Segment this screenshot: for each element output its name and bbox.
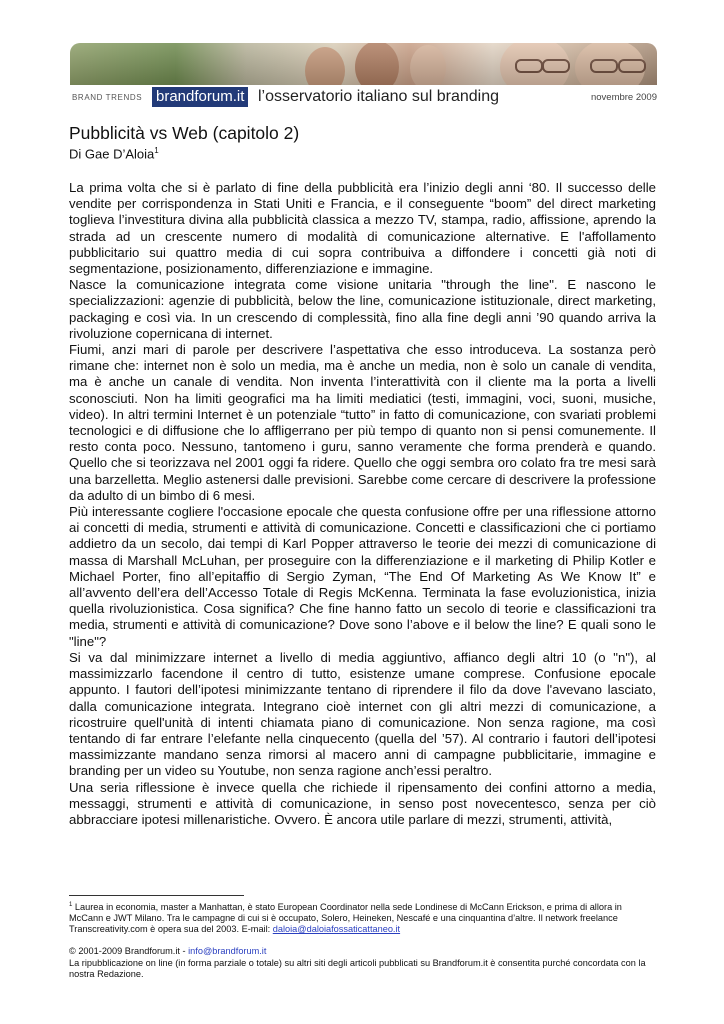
page-footer — [69, 946, 656, 981]
footnote-number: 1 — [69, 902, 73, 908]
paragraph: Si va dal minimizzare internet a livello di media aggiuntivo, affianco degli altri 10 (o "n"), al massimizzarlo facendone il centro di tutto, esistenze umane comprese. Confusione epocale appunto. I fautori dell’ipotesi minimizzante tentano di riprendere il filo da dove l'avevano lasciato, dalla comunicazione integrata. Integrano cioè internet con gli altri mezzi di comunicazione, a ricostruire quell'unità di intenti chiamata piano di comunicazione. Non senza ragione, ma così tentando di far entrare l’elefante nella cinquecento (quella del ’57). Al contrario i fautori dell’ipotesi massimizzante mandano senza rimorsi al macero anni di campagne pubblicitarie, immagine e branding per un video su Youtube, non senza ragione anch’essi peraltro. — [69, 649, 656, 779]
footnote-text: Laurea in economia, master a Manhattan, è stato European Coordinator nella sede Londinese di McCann Erickson, e prima di allora in McCann e JWT Milano. Tra le campagne di cui si è occupato, Solero, Heineken, Nescafé e una cinquantina d’altre. Il network freelance Transcreativity.com è opera sua del 2003. E-mail: — [69, 902, 622, 935]
tagline: l’osservatorio italiano sul branding — [258, 88, 500, 105]
brand-logo[interactable]: brandforum.it — [152, 87, 248, 107]
republication-notice: La ripubblicazione on line (in forma parziale o totale) su altri siti degli articoli pubblicati su Brandforum.it è consentita purché concordata con la nostra Redazione. — [69, 957, 646, 979]
issue-date: novembre 2009 — [590, 92, 657, 103]
article-author — [69, 146, 159, 161]
article-body — [69, 180, 656, 828]
author-name: Di Gae D’Aloia — [69, 146, 155, 162]
copyright-text: © 2001-2009 Brandforum.it - — [69, 946, 189, 956]
footnote — [69, 900, 656, 936]
footnote-email-link[interactable]: daloia@daloiafossaticattaneo.it — [272, 924, 401, 935]
banner-shade — [70, 43, 657, 85]
footnote-divider — [69, 895, 244, 896]
masthead — [70, 86, 657, 108]
paragraph: La prima volta che si è parlato di fine della pubblicità era l’inizio degli anni ‘80. Il successo delle vendite per corrispondenza in Stati Uniti e Francia, e il conseguente “boom” del direct marketing toglieva l’investitura divina alla pubblicità classica a mezzo TV, stampa, radio, affissione, aprendo la strada ad un crescente numero di modalità di comunicazione alternative. E l'affollamento pubblicitario sui quattro media di cui sopra contribuiva a diffondere i concetti già noti di segmentazione, posizionamento, differenziazione e immagine. — [69, 180, 656, 277]
header-banner-photo — [70, 43, 657, 85]
paragraph: Fiumi, anzi mari di parole per descrivere l’aspettativa che esso introduceva. La sostanza però rimane che: internet non è solo un media, ma è anche un media, non è solo un canale di vendita, ma è anche un canale di vendita. Non inventa l’interattività con il cliente ma la porta a livelli sconosciuti. Non ha limiti geografici ma ha limiti mediatici (testi, immagini, voci, suoni, musiche, video). In altri termini Internet è un potenziale “tutto” in fatto di comunicazione, con svariati problemi tecnologici e di diffusione che lo affligerrano per più tempo di quanto non si pensi comunemente. Il resto conta poco. Nessuno, tantomeno i guru, sanno veramente che forma prenderà e quando. Quello che si teorizzava nel 2001 oggi fa ridere. Quello che oggi sembra oro colato fra tre mesi sarà una barzelletta. Meglio astenersi dalle previsioni. Sarebbe come cercare di descrivere la professione da adulto di un bimbo di 6 mesi. — [69, 342, 656, 503]
article-title: Pubblicità vs Web (capitolo 2) — [69, 123, 300, 143]
footnote-ref: 1 — [154, 146, 159, 155]
section-label: BRAND TRENDS — [72, 93, 143, 102]
paragraph: Una seria riflessione è invece quella che richiede il ripensamento dei confini attorno a media, messaggi, strumenti e attività di comunicazione, in senso post novecentesco, senza per ciò abbracciare ipotesi millenaristiche. Ovvero. È ancora utile parlare di mezzi, strumenti, attività, — [69, 779, 656, 827]
footer-email-link[interactable]: info@brandforum.it — [188, 946, 267, 956]
paragraph: Nasce la comunicazione integrata come visione unitaria "through the line". E nascono le specializzazioni: agenzie di pubblicità, below the line, comunicazione istituzionale, direct marketing, packaging e così via. In un crescendo di complessità, fino alla fine degli anni ’90 quando arriva la rivoluzione copernicana di internet. — [69, 277, 656, 341]
paragraph: Più interessante cogliere l'occasione epocale che questa confusione offre per una riflessione attorno ai concetti di media, strumenti e attività di comunicazione. Concetti e classificazioni che ci portiamo addietro da un secolo, dai tempi di Karl Popper attraverso le teorie dei mezzi di comunicazione di massa di Marshall McLuhan, per proseguire con la differenziazione e il marketing di Philip Kotler e Michael Porter, fino all’epitaffio di Sergio Zyman, “The End Of Marketing As We Know It” e all’avvento dell’era dell’Accesso Totale di Regis McKenna. Terminata la fase evoluzionistica, inizia quella rivoluzionistica. Cosa significa? Che fine hanno fatto un secolo di teorie e classificazioni tra media, strumenti e attività di comunicazione? Dove sono l’above e il below the line? E quali sono le "line"? — [69, 504, 656, 649]
